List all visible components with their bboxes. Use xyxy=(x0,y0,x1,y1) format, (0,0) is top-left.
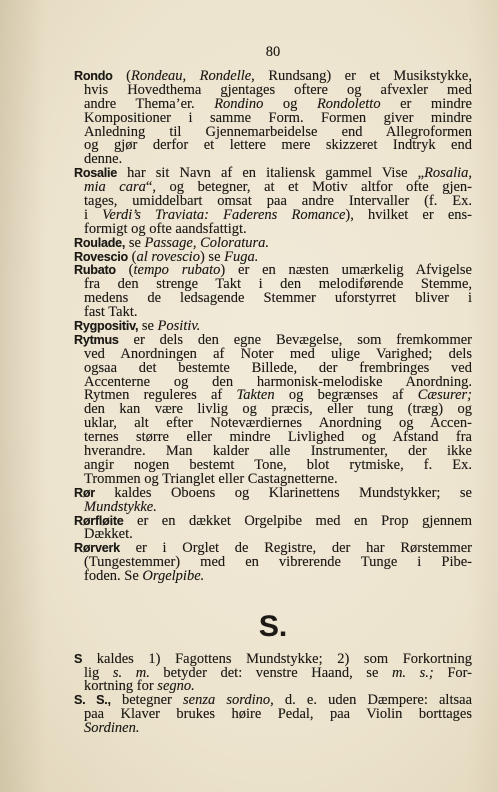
entry-text: Rundsang) er et Musikstykke, xyxy=(254,68,472,84)
entry-text: paa Klaver brukes høire Pedal, paa Violin borttages xyxy=(84,706,472,723)
entry-text: Kompositioner i samme Form. Formen giver mindre xyxy=(84,109,472,126)
entry-text: (Tungestemmer) med en vibrerende Tunge i Pibe- xyxy=(84,554,472,571)
entry-text: ogsaa det bestemte Billede, der frembringes ved xyxy=(84,359,472,376)
italic-text: mia cara xyxy=(84,179,146,196)
text-column xyxy=(74,70,472,736)
entry-text: og gjør derfor et lettere mere skizzeret Indtryk end xyxy=(84,137,472,154)
italic-text: Verdi’s Traviata: Faderens Romance xyxy=(102,206,346,223)
entry-text: i xyxy=(84,206,103,223)
entry-text: og xyxy=(263,95,317,112)
italic-text: Cæsurer; xyxy=(417,387,473,404)
letter-section xyxy=(74,70,472,584)
entry-text: Accenterne og den harmonisk-melodiske Anordning. xyxy=(84,373,472,390)
headword: Rygpositiv, xyxy=(74,319,139,334)
dictionary-entry xyxy=(74,167,472,236)
dictionary-entry xyxy=(74,694,472,736)
section-heading: S. xyxy=(258,609,288,643)
italic-text: Positiv. xyxy=(157,318,201,335)
entry-text: For- xyxy=(433,664,472,681)
italic-text: Rondino xyxy=(214,95,264,112)
italic-text: al rovescio xyxy=(136,248,200,265)
italic-text: Rosalia, xyxy=(424,165,472,182)
entry-text: uklar, alt efter Noteværdiernes Anordning og Accen- xyxy=(84,415,472,432)
entry-text: har sit Navn af en italiensk gammel Vise „ xyxy=(117,165,425,182)
italic-text: tempo rubato xyxy=(133,262,221,279)
italic-text: segno. xyxy=(157,678,195,695)
entry-text: foden. Se xyxy=(84,568,143,585)
italic-text: m. s.; xyxy=(391,664,434,681)
entry-text: Anledning til Gjennemarbeidelse end Allegroformen xyxy=(84,123,472,140)
entry-text: angir nogen bestemt Tone, blot rytmiske, f. Ex. xyxy=(84,456,472,473)
italic-text: Rondoletto xyxy=(316,95,381,112)
entry-text: fast Takt. xyxy=(84,304,138,321)
dictionary-entry xyxy=(74,542,472,584)
entry-text: er mindre xyxy=(380,95,472,112)
entry-text: betegner xyxy=(110,692,184,709)
italic-text: Fuga. xyxy=(224,248,259,265)
entry-text: fra den strenge Takt i den melodiførende Stemme, xyxy=(84,276,472,293)
entry-text: kaldes 1) Fagottens Mundstykke; 2) som Forkortning xyxy=(82,650,472,667)
entry-text: formigt og ofte aandsfattigt. xyxy=(84,220,247,237)
headword: Roulade, xyxy=(74,235,126,250)
entry-text: tages, umiddelbart omsat paa andre Intervaller (f. Ex. xyxy=(84,193,472,210)
entry-text: denne. xyxy=(84,151,123,168)
dictionary-entry xyxy=(74,484,472,515)
entry-text: ( xyxy=(112,68,131,84)
entry-text: ) er en næsten umærkelig Afvigelse xyxy=(220,262,472,279)
entry-text: kaldes Oboens og Klarinettens Mundstykker; se xyxy=(94,484,472,501)
entry-text: ternes større eller mindre Livlighed og Afstand fra xyxy=(84,429,472,446)
entry-text: Trommen og Trianglet eller Castagnetterne. xyxy=(84,470,338,487)
entry-text: medens de ledsagende Stemmer uforstyrret bliver i xyxy=(84,290,472,307)
entry-text: kortning for xyxy=(84,678,158,695)
entry-line xyxy=(74,139,472,153)
headword: Rovescio xyxy=(74,249,128,264)
italic-text: Mundstykke. xyxy=(84,498,157,515)
entry-text: ), hvilket er ens- xyxy=(345,206,472,223)
entry-text: andre Thema’er. xyxy=(84,95,215,112)
entry-text: d. e. uden Dæmpere: altsaa xyxy=(273,692,473,709)
dictionary-entry xyxy=(74,70,472,167)
entry-text: den kan være livlig og præcis, eller tung (træg) og xyxy=(84,401,472,418)
italic-text: Rondeau, Rondelle, xyxy=(130,68,255,84)
entry-line xyxy=(74,570,472,584)
headword: Rosalie xyxy=(74,166,118,181)
entry-line xyxy=(74,512,472,529)
letter-section xyxy=(74,611,472,736)
dictionary-entry xyxy=(74,650,472,695)
entry-text: er en dækket Orgelpibe med en Prop gjennem xyxy=(123,512,472,529)
entry-text: er dels den egne Bevægelse, som fremkommer xyxy=(118,331,472,348)
entry-text: se xyxy=(125,234,145,251)
entry-text: “, og betegner, at et Motiv altfor ofte gjen- xyxy=(145,179,472,196)
headword: Rubato xyxy=(74,263,116,278)
entry-text: hvis Hovedthema gjentages oftere og afvexler med xyxy=(84,81,472,98)
italic-text: Takten xyxy=(236,387,275,404)
entry-line xyxy=(74,722,472,736)
italic-text: Sordinen. xyxy=(84,720,140,737)
page-number: 80 xyxy=(265,44,281,60)
headword: Rytmus xyxy=(74,332,119,347)
entry-text: ( xyxy=(128,248,137,265)
headword: Rørverk xyxy=(74,541,120,556)
headword: S xyxy=(74,651,83,666)
headword: Rondo xyxy=(74,69,113,83)
dictionary-entry xyxy=(74,512,472,543)
entry-text: og begrænses af xyxy=(274,387,418,404)
italic-text: Orgelpibe. xyxy=(142,568,205,585)
entry-text: ( xyxy=(115,262,134,279)
headword: Rørfløite xyxy=(74,513,124,528)
entry-line xyxy=(74,306,472,320)
entry-text: se xyxy=(138,318,158,335)
entry-text: betyder det: venstre Haand, se xyxy=(149,664,392,681)
italic-text: s. m. xyxy=(112,664,150,681)
entry-text: Rytmen reguleres af xyxy=(84,387,237,404)
headword: Rør xyxy=(74,485,95,500)
entry-text: er i Orglet de Registre, der har Rørstemmer xyxy=(119,540,472,557)
italic-text: senza sordino, xyxy=(183,692,274,709)
entry-text: ved Anordningen af Noter med ulige Varighed; dels xyxy=(84,345,472,362)
italic-text: Passage, Coloratura. xyxy=(144,234,269,251)
entry-text: Dækket. xyxy=(84,526,133,543)
dictionary-entry xyxy=(74,264,472,320)
entry-text: hverandre. Man kalder alle Instrumenter, der ikke xyxy=(84,443,472,460)
entry-text: lig xyxy=(84,664,113,681)
headword: S. S., xyxy=(74,693,111,708)
entry-text: ) se xyxy=(199,248,225,265)
dictionary-entry xyxy=(74,331,473,487)
